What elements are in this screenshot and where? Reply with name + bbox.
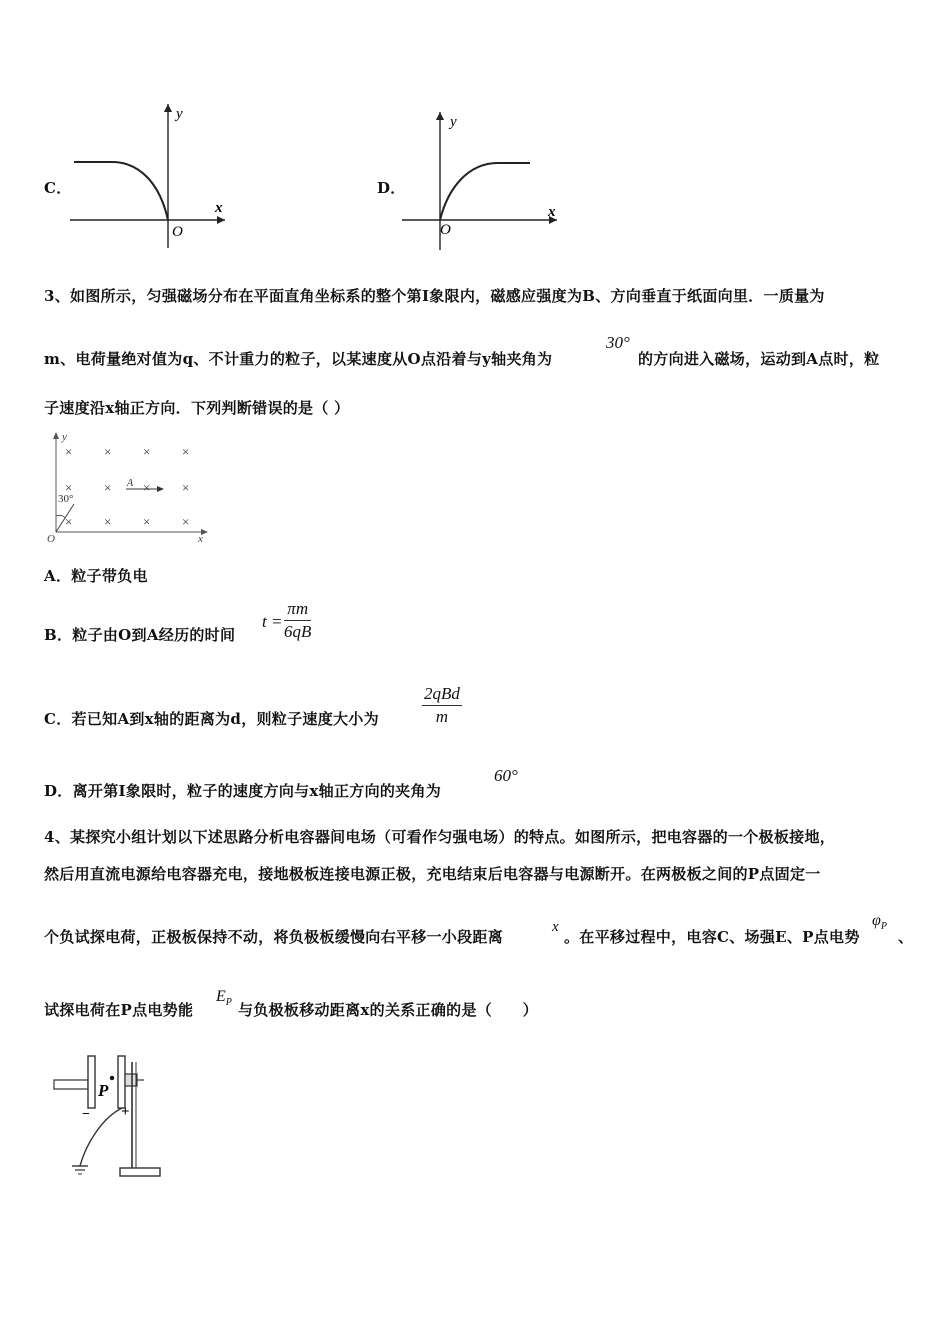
field-cross: × bbox=[182, 514, 190, 529]
q4-point-p-label: P bbox=[98, 1081, 109, 1100]
q3-line-3: 子速度沿x轴正方向．下列判断错误的是（ ） bbox=[44, 399, 350, 417]
q4-line-1: 4、某探究小组计划以下述思路分析电容器间电场（可看作匀强电场）的特点。如图所示，把电容器的一个极板接地， bbox=[44, 828, 836, 846]
q4-stand-base bbox=[120, 1168, 160, 1176]
q3-x-label: x bbox=[198, 533, 203, 545]
q3-option-d-text: D．离开第Ⅰ象限时，粒子的速度方向与x轴正方向的夹角为 bbox=[44, 782, 442, 800]
q4-line-3-end: 、 bbox=[898, 928, 914, 946]
field-cross: × bbox=[143, 514, 151, 529]
graph-d-curve bbox=[440, 163, 530, 220]
q3-line-1: 3、如图所示，匀强磁场分布在平面直角坐标系的整个第Ⅰ象限内，磁感应强度为B、方向垂直于纸面向里．一质量为 bbox=[44, 287, 825, 305]
q4-negative-plate bbox=[88, 1056, 95, 1108]
field-cross: × bbox=[143, 444, 151, 459]
q4-line-3-middle: 。在平移过程中，电容C、场强E、P点电势 bbox=[564, 928, 860, 946]
field-cross: × bbox=[104, 480, 112, 495]
q4-line-4-end: 与负极板移动距离x的关系正确的是（ ） bbox=[238, 1001, 538, 1019]
q4-line-3-x: x bbox=[552, 919, 559, 935]
graph-c-x-label: x bbox=[215, 200, 223, 216]
q3-option-c-text: C．若已知A到x轴的距离为d，则粒子速度大小为 bbox=[44, 710, 379, 728]
q4-line-3-start: 个负试探电荷，正极板保持不动，将负极板缓慢向右平移一小段距离 bbox=[44, 928, 504, 946]
q3-option-c-fraction bbox=[422, 683, 462, 728]
q4-slider-rod bbox=[54, 1080, 88, 1089]
field-cross: × bbox=[65, 444, 73, 459]
q4-capacitor-figure bbox=[52, 1052, 172, 1180]
option-c-label: C． bbox=[44, 179, 72, 197]
q3-y-label: y bbox=[62, 431, 67, 443]
option-d-label: D． bbox=[377, 179, 406, 197]
q3-option-c-numerator: 2qBd bbox=[422, 683, 462, 706]
graph-c-curve bbox=[74, 162, 168, 220]
field-cross: × bbox=[65, 480, 73, 495]
q3-field-figure bbox=[44, 428, 214, 546]
field-cross: × bbox=[182, 444, 190, 459]
q4-minus-sign: − bbox=[82, 1107, 90, 1122]
q3-figure-angle: 30° bbox=[58, 493, 74, 505]
q3-option-d-angle: 60° bbox=[494, 766, 518, 785]
graph-d-origin: O bbox=[440, 222, 451, 238]
q3-angle-arc bbox=[56, 515, 65, 518]
q3-point-a: A bbox=[127, 478, 134, 489]
q3-option-c-denominator: m bbox=[435, 707, 449, 726]
graph-c bbox=[70, 98, 240, 253]
q4-line-2: 然后用直流电源给电容器充电，接地极板连接电源正极，充电结束后电容器与电源断开。在两极板之间的P点固定一 bbox=[44, 865, 821, 883]
q4-line-4-start: 试探电荷在P点电势能 bbox=[44, 1001, 194, 1019]
field-cross: × bbox=[104, 444, 112, 459]
q3-line-2-start: m、电荷量绝对值为q、不计重力的粒子，以某速度从O点沿着与y轴夹角为 bbox=[44, 350, 553, 368]
field-cross: × bbox=[182, 480, 190, 495]
q3-option-b-text: B．粒子由O到A经历的时间 bbox=[44, 626, 236, 644]
graph-d-y-label: y bbox=[450, 114, 457, 130]
q3-option-b-numerator: πm bbox=[284, 598, 311, 621]
q3-option-b-fraction bbox=[284, 598, 311, 643]
field-cross: × bbox=[143, 480, 151, 495]
q4-clamp bbox=[125, 1074, 137, 1086]
graph-d-x-label: x bbox=[548, 204, 556, 220]
graph-d bbox=[402, 108, 567, 258]
q4-point-p-dot bbox=[110, 1076, 114, 1080]
q3-option-a: A．粒子带负电 bbox=[44, 567, 148, 585]
q3-origin: O bbox=[47, 533, 55, 545]
q3-angle-30: 30° bbox=[606, 333, 630, 352]
q4-ep-symbol: $E_P$ bbox=[216, 988, 232, 1009]
field-cross: × bbox=[104, 514, 112, 529]
q3-line-2-end: 的方向进入磁场，运动到A点时，粒 bbox=[638, 350, 880, 368]
q4-phi-symbol: $\varphi_P$ bbox=[872, 912, 887, 933]
q3-option-b-t: t = bbox=[262, 612, 283, 631]
graph-c-y-label: y bbox=[176, 106, 183, 122]
q4-plus-sign: + bbox=[121, 1104, 130, 1120]
q4-positive-plate bbox=[118, 1056, 125, 1108]
q3-option-b-denominator: 6qB bbox=[284, 622, 312, 641]
field-cross: × bbox=[65, 514, 73, 529]
graph-c-origin: O bbox=[172, 224, 183, 240]
